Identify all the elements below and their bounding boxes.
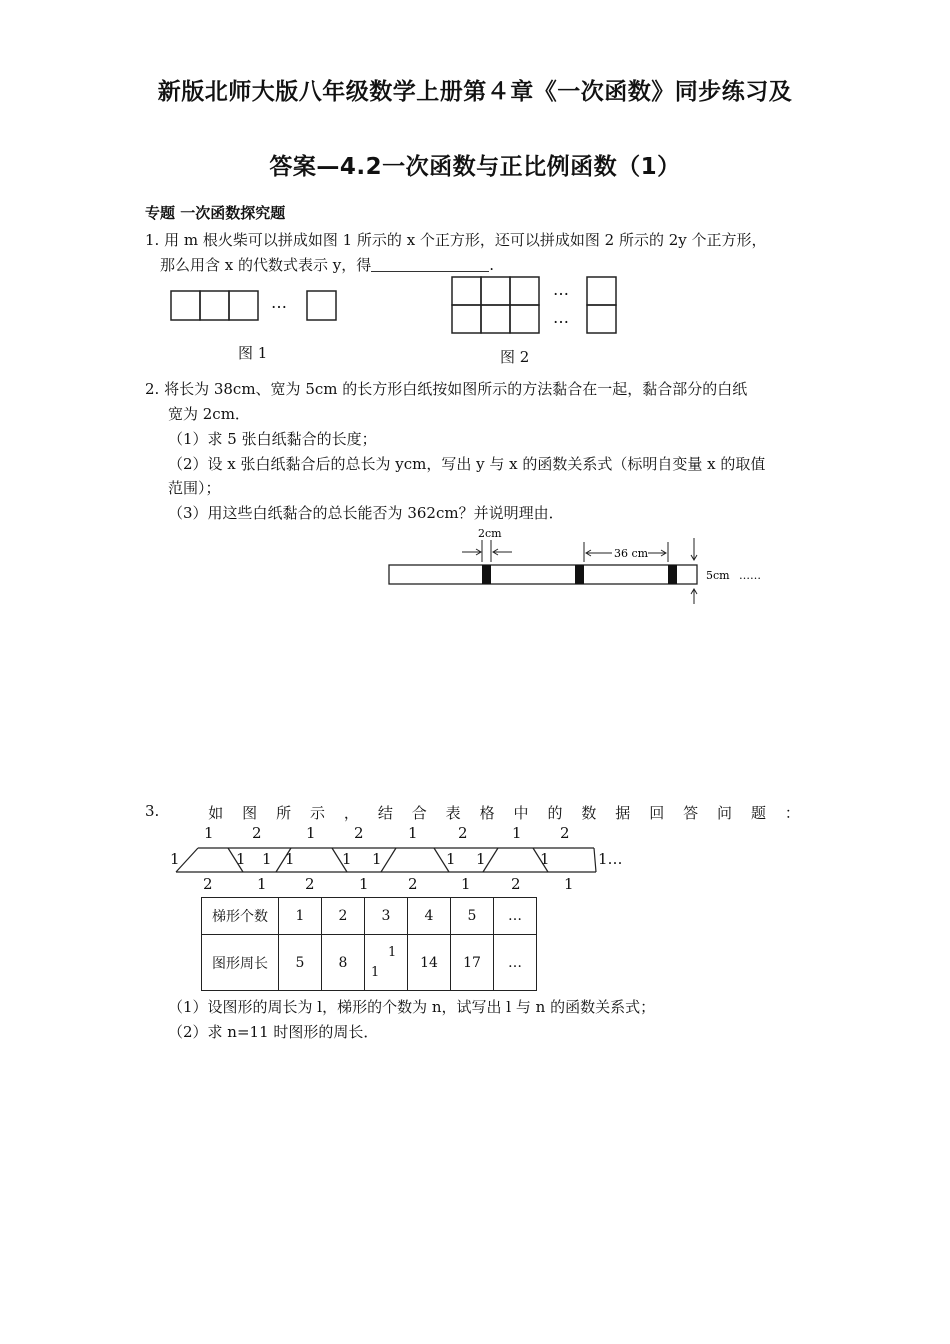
side-edge-label: 1 (262, 850, 272, 868)
table-cell: 5 (451, 898, 494, 935)
table-cell: 2 (322, 898, 365, 935)
q3-prompt-char: 图 (242, 804, 258, 822)
table-cell: 3 (365, 898, 408, 935)
top-edge-label: 1 (204, 824, 214, 842)
side-edge-label: 1 (236, 850, 246, 868)
overlap-label: 2cm (478, 527, 502, 540)
q2-sub-3: （3）用这些白纸黏合的总长能否为 362cm？并说明理由． (168, 504, 564, 522)
side-edge-label: 1 (446, 850, 456, 868)
table-cell: 8 (322, 935, 365, 991)
q1-line-2-text: 那么用含 x 的代数式表示 y，得 (160, 256, 372, 274)
bottom-edge-label: 2 (408, 875, 418, 893)
q2-sub-2a: （2）设 x 张白纸黏合后的总长为 ycm，写出 y 与 x 的函数关系式（标明自变量 x 的取值 (168, 455, 766, 473)
fig2-label: 图 2 (500, 348, 530, 366)
q2-sub-1: （1）求 5 张白纸黏合的长度； (168, 430, 377, 448)
table-cell: 4 (408, 898, 451, 935)
q3-prompt-char: 回 (649, 804, 665, 822)
q3-prompt-char: ， (343, 804, 359, 822)
table-cell: 5 (279, 935, 322, 991)
table-cell: … (494, 935, 537, 991)
q3-prompt-char: 问 (717, 804, 733, 822)
fig2-ellipsis-top: … (553, 280, 569, 299)
top-edge-label: 2 (354, 824, 364, 842)
q3-prompt-char: 的 (547, 804, 563, 822)
q3-prompt-char: 合 (411, 804, 427, 822)
q3-prompt-char: 答 (683, 804, 699, 822)
bottom-edge-label: 1 (257, 875, 267, 893)
q3-sub-1: （1）设图形的周长为 l，梯形的个数为 n，试写出 l 与 n 的函数关系式； (168, 998, 656, 1016)
q3-prompt-char: 所 (276, 804, 292, 822)
q3-prompt-char: 示 (309, 804, 325, 822)
top-edge-label: 1 (408, 824, 418, 842)
top-edge-label: 1 (512, 824, 522, 842)
q3-number: 3. (145, 802, 160, 820)
bottom-edge-label: 2 (305, 875, 315, 893)
side-edge-label: 1 (372, 850, 382, 868)
side-edge-label: 1 (540, 850, 550, 868)
bottom-edge-label: 1 (461, 875, 471, 893)
row-header-trapezoid-count: 梯形个数 (202, 898, 279, 935)
q3-prompt-char: 据 (615, 804, 631, 822)
table-cell-fragmented (365, 935, 408, 991)
top-edge-label: 1 (306, 824, 316, 842)
q1-line-2-end: . (489, 256, 495, 274)
fragment-bottom: 1 (371, 965, 380, 980)
title-line-2: 答案—4.2一次函数与正比例函数（1） (269, 154, 681, 180)
bottom-edge-label: 2 (511, 875, 521, 893)
table-cell: … (494, 898, 537, 935)
top-edge-label: 2 (560, 824, 570, 842)
q3-prompt-char: 格 (479, 804, 495, 822)
fragment-top: 1 (388, 945, 397, 960)
row-header-perimeter: 图形周长 (202, 935, 279, 991)
section-heading: 专题 一次函数探究题 (145, 204, 286, 222)
width-label: 5cm (706, 569, 730, 582)
q2-line-1: 2. 将长为 38cm、宽为 5cm 的长方形白纸按如图所示的方法黏合在一起，黏合部分的白纸 (145, 380, 748, 398)
q3-sub-2: （2）求 n=11 时图形的周长． (168, 1023, 379, 1041)
title-line-1: 新版北师大版八年级数学上册第４章《一次函数》同步练习及 (157, 79, 793, 105)
table-cell: 1 (279, 898, 322, 935)
side-edge-label: 1 (170, 850, 180, 868)
side-edge-label: 1 (285, 850, 295, 868)
q2-line-2: 宽为 2cm． (168, 405, 250, 423)
continuation-dots: …… (739, 569, 761, 582)
data-table (201, 897, 537, 991)
top-edge-label: 2 (252, 824, 262, 842)
q3-prompt-char: 结 (377, 804, 393, 822)
fig1-ellipsis: … (271, 293, 287, 312)
fig2-ellipsis-bottom: … (553, 308, 569, 327)
bottom-edge-label: 1 (359, 875, 369, 893)
table-cell: 17 (451, 935, 494, 991)
top-edge-label: 2 (458, 824, 468, 842)
side-edge-label: 1 (476, 850, 486, 868)
q1-line-1: 1. 用 m 根火柴可以拼成如图 1 所示的 x 个正方形，还可以拼成如图 2 所示的 2y 个正方形， (145, 231, 767, 249)
table-cell: 14 (408, 935, 451, 991)
q3-prompt-char: 表 (445, 804, 461, 822)
side-edge-label: 1 (342, 850, 352, 868)
q3-prompt-char: ： (784, 804, 800, 822)
q3-prompt-char: 中 (513, 804, 529, 822)
q3-prompt-char: 数 (581, 804, 597, 822)
length-label: 36 cm (614, 547, 649, 560)
bottom-edge-label: 1 (564, 875, 574, 893)
fig1-label: 图 1 (238, 344, 268, 362)
q3-prompt-char: 题 (750, 804, 766, 822)
bottom-edge-label: 2 (203, 875, 213, 893)
q3-prompt-char: 如 (208, 804, 224, 822)
end-label: 1… (598, 850, 623, 868)
q2-sub-2b: 范围）； (168, 479, 221, 497)
